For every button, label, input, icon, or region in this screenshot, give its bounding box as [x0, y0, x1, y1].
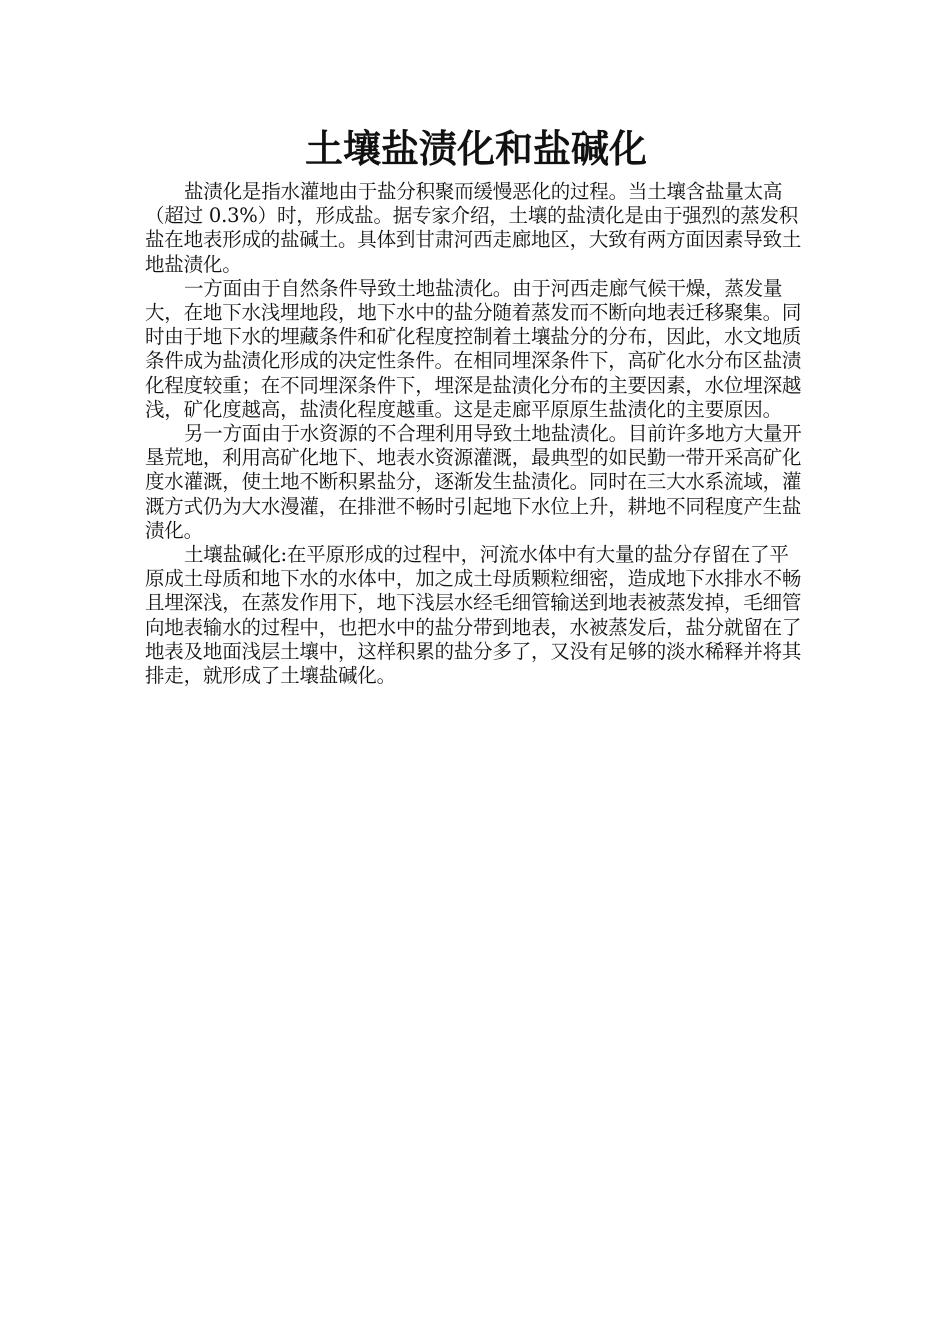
paragraph-alkalization: 土壤盐碱化:在平原形成的过程中，河流水体中有大量的盐分存留在了平原成土母质和地下水的水体中，加之成土母质颗粒细密，造成地下水排水不畅且埋深浅，在蒸发作用下，地下浅层水经毛细管输送到地表被蒸发掉，毛细管向地表输水的过程中，也把水中的盐分带到地表，水被蒸发后，盐分就留在了地表及地面浅层土壤中，这样积累的盐分多了，又没有足够的淡水稀释并将其排走，就形成了土壤盐碱化。 — [145, 543, 802, 688]
paragraph-natural-causes: 一方面由于自然条件导致土地盐渍化。由于河西走廊气候干燥，蒸发量大，在地下水浅埋地段，地下水中的盐分随着蒸发而不断向地表迁移聚集。同时由于地下水的埋藏条件和矿化程度控制着土壤盐分的分布，因此，水文地质条件成为盐渍化形成的决定性条件。在相同埋深条件下，高矿化水分布区盐渍化程度较重；在不同埋深条件下，埋深是盐渍化分布的主要因素，水位埋深越浅，矿化度越高，盐渍化程度越重。这是走廊平原原生盐渍化的主要原因。 — [145, 276, 802, 421]
paragraph-water-misuse: 另一方面由于水资源的不合理利用导致土地盐渍化。目前许多地方大量开垦荒地，利用高矿化地下、地表水资源灌溉，最典型的如民勤一带开采高矿化度水灌溉，使土地不断积累盐分，逐渐发生盐渍化。同时在三大水系流域，灌溉方式仍为大水漫灌，在排泄不畅时引起地下水位上升，耕地不同程度产生盐渍化。 — [145, 422, 802, 542]
page-title: 土壤盐渍化和盐碱化 — [304, 126, 647, 171]
paragraph-salinization-definition: 盐渍化是指水灌地由于盐分积聚而缓慢恶化的过程。当土壤含盐量太高（超过 0.3%）时，形成盐。据专家介绍，土壤的盐渍化是由于强烈的蒸发积盐在地表形成的盐碱土。具体到甘肃河西走廊地区，大致有两方面因素导致土地盐渍化。 — [145, 180, 802, 276]
document-body — [145, 124, 807, 688]
